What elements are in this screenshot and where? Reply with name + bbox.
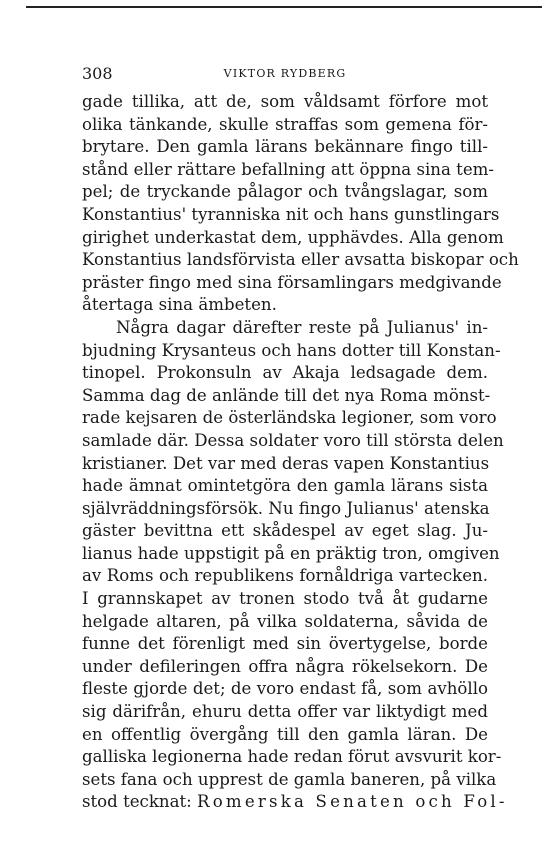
text-line: tinopel. Prokonsuln av Akaja ledsagade dem. <box>82 363 488 383</box>
text-line: funne det förenligt med sin övertygelse, borde <box>82 634 488 654</box>
text-line: gäster bevittna ett skådespel av eget slag. Ju- <box>82 521 488 541</box>
text-line: stånd eller rättare befallning att öppna sina tem- <box>82 159 494 179</box>
text-line: Konstantius landsförvista eller avsatta biskopar och <box>82 250 519 270</box>
text-line: kristianer. Det var med deras vapen Konstantius <box>82 453 490 473</box>
text-line: Några dagar därefter reste på Julianus' in- <box>116 317 488 337</box>
top-rule <box>26 6 542 8</box>
spaced-text: Romerska Senaten och Fol- <box>197 792 508 812</box>
text-line: sets fana och upprest de gamla baneren, på vilka <box>82 769 497 789</box>
final-line-lead: stod tecknat: <box>82 792 192 812</box>
text-line: girighet underkastat dem, upphävdes. Alla genom <box>82 227 504 247</box>
text-line: olika tänkande, skulle straffas som gemena för- <box>82 114 488 134</box>
text-line: galliska legionerna hade redan förut avsvurit kor- <box>82 747 502 767</box>
page-header <box>82 64 488 84</box>
text-line: en offentlig övergång till den gamla läran. De <box>82 724 488 744</box>
text-line: gade tillika, att de, som våldsamt förfore mot <box>82 92 488 111</box>
text-line: hade ämnat omintetgöra den gamla lärans sista <box>82 476 488 496</box>
page-number: 308 <box>82 64 113 83</box>
text-line: lianus hade uppstigit på en präktig tron, omgiven <box>82 543 500 563</box>
text-line: rade kejsaren de österländska legioner, som voro <box>82 408 497 428</box>
text-line: präster fingo med sina församlingars medgivande <box>82 272 502 292</box>
text-line: helgade altaren, på vilka soldaterna, såvida de <box>82 611 488 631</box>
text-line: pel; de tryckande pålagor och tvångslagar, som <box>82 182 488 202</box>
running-head: VIKTOR RYDBERG <box>223 67 347 80</box>
body-text <box>82 91 519 814</box>
text-line: samlade där. Dessa soldater voro till största delen <box>82 430 504 450</box>
text-line: av Roms och republikens fornåldriga vartecken. <box>82 566 488 586</box>
text-line: Samma dag de anlände till det nya Roma mönst- <box>82 385 491 405</box>
text-line: I grannskapet av tronen stodo två åt gudarne <box>82 589 488 609</box>
text-line: sig därifrån, ehuru detta offer var liktydigt med <box>82 702 488 722</box>
text-line: brytare. Den gamla lärans bekännare fingo till- <box>82 137 488 157</box>
text-line-final <box>82 791 508 814</box>
text-line: Konstantius' tyranniska nit och hans gunstlingars <box>82 204 500 224</box>
text-line: under defileringen offra några rökelsekorn. De <box>82 656 488 676</box>
text-line: fleste gjorde det; de voro endast få, som avhöllo <box>82 679 488 699</box>
text-line: återtaga sina ämbeten. <box>82 295 277 315</box>
text-line: bjudning Krysanteus och hans dotter till Konstan- <box>82 340 501 360</box>
text-line: självräddningsförsök. Nu fingo Julianus' atenska <box>82 498 490 518</box>
